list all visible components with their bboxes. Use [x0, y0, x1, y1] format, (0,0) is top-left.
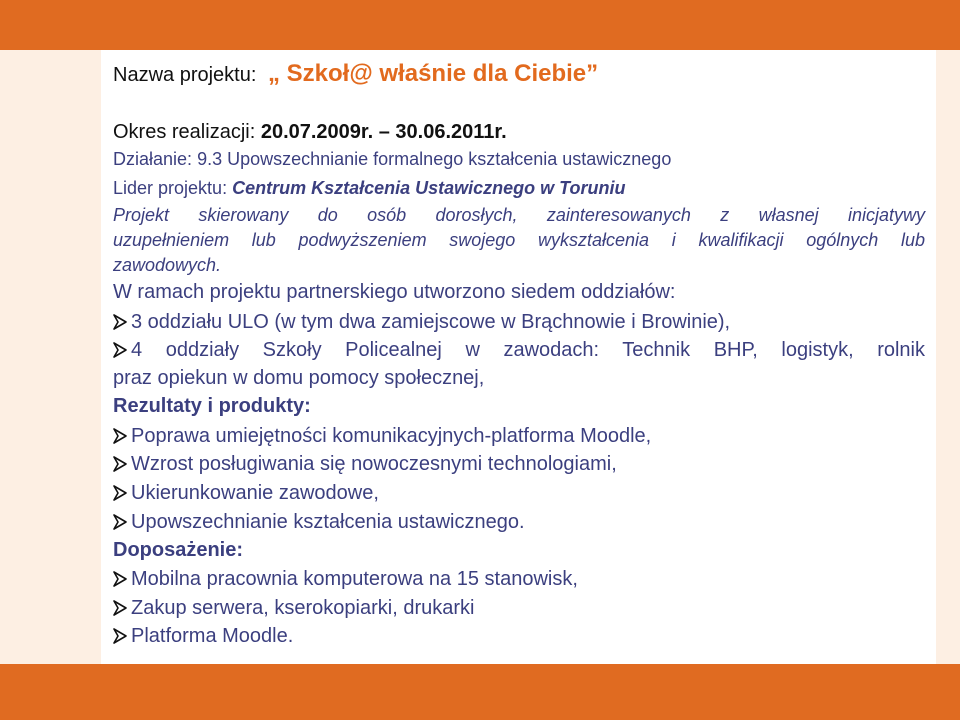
top-accent-bar [0, 0, 960, 50]
action-value: 9.3 Upowszechnianie formalnego kształcenia ustawicznego [197, 149, 672, 169]
leader-label: Lider projektu: [113, 178, 228, 198]
period-label: Okres realizacji: [113, 121, 256, 143]
arrow-bullet-icon [113, 314, 127, 330]
equipment-item-text: Mobilna pracownia komputerowa na 15 stanowisk, [131, 568, 578, 590]
branches-item-1-text: 3 oddziału ULO (w tym dwa zamiejscowe w Brąchnowie i Browinie), [131, 311, 731, 333]
equipment-heading: Doposażenie: [113, 539, 244, 561]
arrow-bullet-icon [113, 456, 127, 472]
arrow-bullet-icon [113, 571, 127, 587]
arrow-bullet-icon [113, 428, 127, 444]
results-item-text: Upowszechnianie kształcenia ustawicznego. [131, 511, 525, 533]
period-value: 20.07.2009r. – 30.06.2011r. [260, 121, 507, 143]
right-margin-strip [936, 50, 960, 664]
target-line-3: zawodowych. [113, 255, 222, 275]
results-item-text: Ukierunkowanie zawodowe, [131, 482, 379, 504]
branches-item-2-text: 4 oddziały Szkoły Policealnej w zawodach: Technik BHP, logistyk, rolnik [131, 339, 925, 361]
results-item [113, 482, 379, 505]
leader-line [113, 178, 625, 199]
left-margin-strip [0, 50, 101, 664]
equipment-item-text: Platforma Moodle. [131, 625, 294, 647]
arrow-bullet-icon [113, 342, 127, 358]
action-line [113, 149, 671, 170]
arrow-bullet-icon [113, 600, 127, 616]
leader-value: Centrum Kształcenia Ustawicznego w Toruniu [232, 178, 626, 198]
bottom-accent-bar [0, 664, 960, 720]
results-item [113, 511, 525, 534]
period-line [113, 121, 507, 144]
results-heading: Rezultaty i produkty: [113, 395, 311, 417]
project-name-line [113, 60, 598, 88]
project-name-label: Nazwa projektu: [113, 64, 257, 86]
arrow-bullet-icon [113, 485, 127, 501]
arrow-bullet-icon [113, 514, 127, 530]
branches-item-2 [113, 339, 925, 362]
action-label: Działanie: [113, 149, 193, 169]
equipment-item-text: Zakup serwera, kserokopiarki, drukarki [131, 597, 475, 619]
equipment-item [113, 625, 293, 648]
results-item [113, 425, 651, 448]
target-line-1: Projekt skierowany do osób dorosłych, zainteresowanych z własnej inicjatywy [113, 205, 925, 225]
results-item [113, 453, 617, 476]
branches-item-2-continued: praz opiekun w domu pomocy społecznej, [113, 367, 485, 389]
equipment-item [113, 597, 474, 620]
branches-intro: W ramach projektu partnerskiego utworzono siedem oddziałów: [113, 281, 676, 303]
results-item-text: Poprawa umiejętności komunikacyjnych-platforma Moodle, [131, 425, 652, 447]
results-item-text: Wzrost posługiwania się nowoczesnymi technologiami, [131, 453, 617, 475]
target-line-2: uzupełnieniem lub podwyższeniem swojego wykształcenia i kwalifikacji ogólnych lub [113, 230, 925, 250]
equipment-item [113, 568, 578, 591]
branches-item-1 [113, 311, 730, 334]
project-name-value: „ Szkoł@ właśnie dla Ciebie” [267, 60, 599, 87]
arrow-bullet-icon [113, 628, 127, 644]
